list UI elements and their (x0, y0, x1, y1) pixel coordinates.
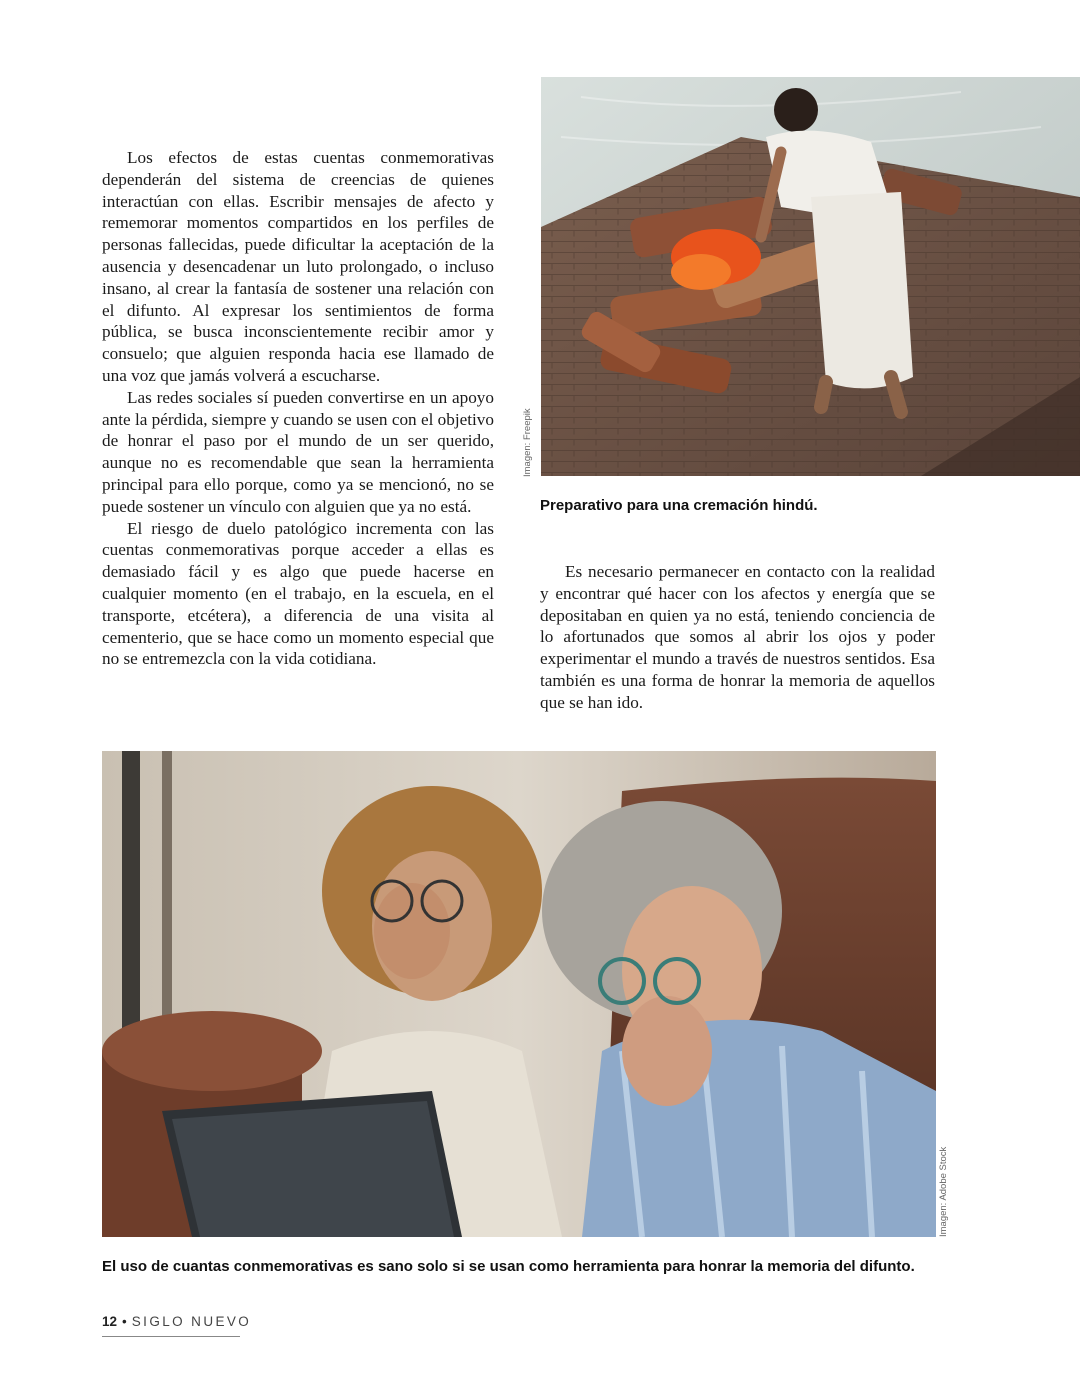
paragraph: Los efectos de estas cuentas conmemorativas dependerán del sistema de creencias de quienes interactúan con ellas. Escribir mensajes de afecto y rememorar momentos compartidos en los perfiles de personas fallecidas, puede dificultar la aceptación de la ausencia y desencadenar un luto prolongado, o incluso insano, al crear la fantasía de sostener una relación con el difunto. Al expresar los sentimientos de forma pública, se busca inconscientemente recibir amor y consuelo; que alguien responda hacia ese llamado de una voz que jamás volverá a escucharse. (102, 148, 494, 385)
footer-separator: • (122, 1314, 127, 1329)
article-column-left (102, 147, 494, 670)
magazine-name: SIGLO NUEVO (131, 1314, 252, 1329)
paragraph: El riesgo de duelo patológico incrementa con las cuentas conmemorativas porque acceder a ellas es demasiado fácil y es algo que puede hacerse en cualquier momento (en el trabajo, en la escuela, en el transporte, etcétera), a diferencia de una visita al cementerio, que se hace como un momento especial que no se entremezcla con la vida cotidiana. (102, 518, 494, 669)
photo-credit: Imagen: Freepik (522, 408, 533, 477)
photo-credit: Imagen: Adobe Stock (938, 1146, 949, 1237)
paragraph: Las redes sociales sí pueden convertirse en un apoyo ante la pérdida, siempre y cuando se usen con el objetivo de honrar el paso por el mundo de un ser querido, aunque no es recomendable que sean la herramienta principal para ello porque, como ya se mencionó, no se puede sostener un vínculo con alguien que ya no está. (102, 387, 494, 516)
cremation-photo (541, 77, 1080, 476)
women-laughing-photo (102, 751, 936, 1237)
paragraph: Es necesario permanecer en contacto con la realidad y encontrar qué hacer con los afectos y energía que se depositaban en quien ya no está, teniendo conciencia de lo afortunados que somos al abrir los ojos y poder experimentar el mundo a través de nuestros sentidos. Esa también es una forma de honrar la memoria de aquellos que se han ido. (540, 562, 935, 712)
page-number: 12 (102, 1314, 118, 1329)
article-column-right (540, 561, 935, 714)
page-footer (102, 1314, 252, 1337)
women-caption: El uso de cuantas conmemorativas es sano solo si se usan como herramienta para honrar la memoria del difunto. (102, 1258, 915, 1275)
cremation-caption: Preparativo para una cremación hindú. (540, 497, 818, 514)
